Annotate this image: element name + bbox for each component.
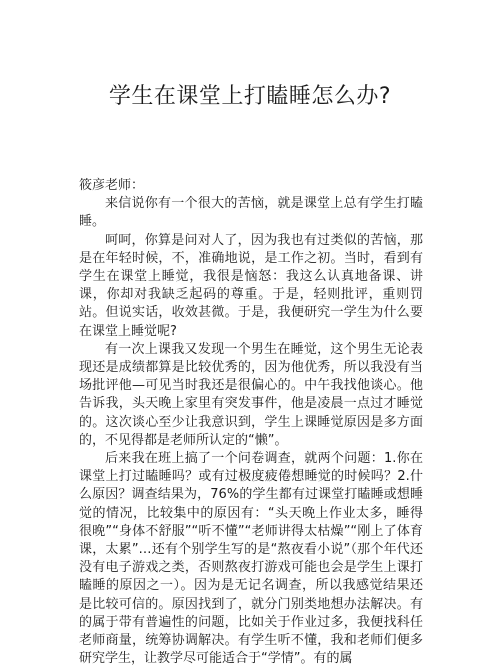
paragraph: 后来我在班上搞了一个问卷调查，就两个问题：1.你在课堂上打过瞌睡吗？或有过极度疲倦想睡觉的时候吗？2.什么原因？调查结果为，76%的学生都有过课堂打瞌睡或想睡觉的情况，比较集中的原因有：“头天晚上作业太多，睡得很晚”“身体不舒服”“听不懂”“老师讲得太枯燥”“刚上了体育课，太累”…还有个别学生写的是“熬夜看小说”（那个年代还没有电子游戏之类，否则熬夜打游戏可能也会是学生上课打瞌睡的原因之一）。因为是无记名调查，所以我感觉结果还是比较可信的。原因找到了，就分门别类地想办法解决。有的属于带有普遍性的问题，比如关于作业过多，我便找科任老师商量，统筹协调解决。有学生听不懂，我和老师们便多研究学生，让教学尽可能适合于“学情”。有的属 [79, 451, 423, 667]
article-body [79, 177, 423, 668]
paragraph: 来信说你有一个很大的苦恼，就是课堂上总有学生打瞌睡。 [79, 196, 423, 230]
page-title: 学生在课堂上打瞌睡怎么办? [108, 84, 392, 109]
paragraph: 呵呵，你算是问对人了，因为我也有过类似的苦恼，那是在年轻时候，不，准确地说，是工作之初。当时，看到有学生在课堂上睡觉，我很是恼怒：我这么认真地备课、讲课，你却对我缺乏起码的尊重。于是，轻则批评，重则罚站。但说实话，收效甚微。于是，我便研究一学生为什么要在课堂上睡觉呢? [79, 232, 423, 339]
paragraph: 有一次上课我又发现一个男生在睡觉，这个男生无论表现还是成绩都算是比较优秀的，因为他优秀，所以我没有当场批评他—可见当时我还是很偏心的。中午我找他谈心。他告诉我，头天晚上家里有突发事件，他是凌晨一点过才睡觉的。这次谈心至少让我意识到，学生上课睡觉原因是多方面的，不见得都是老师所认定的“懒”。 [79, 341, 423, 448]
salutation: 筱彦老师： [79, 178, 145, 193]
